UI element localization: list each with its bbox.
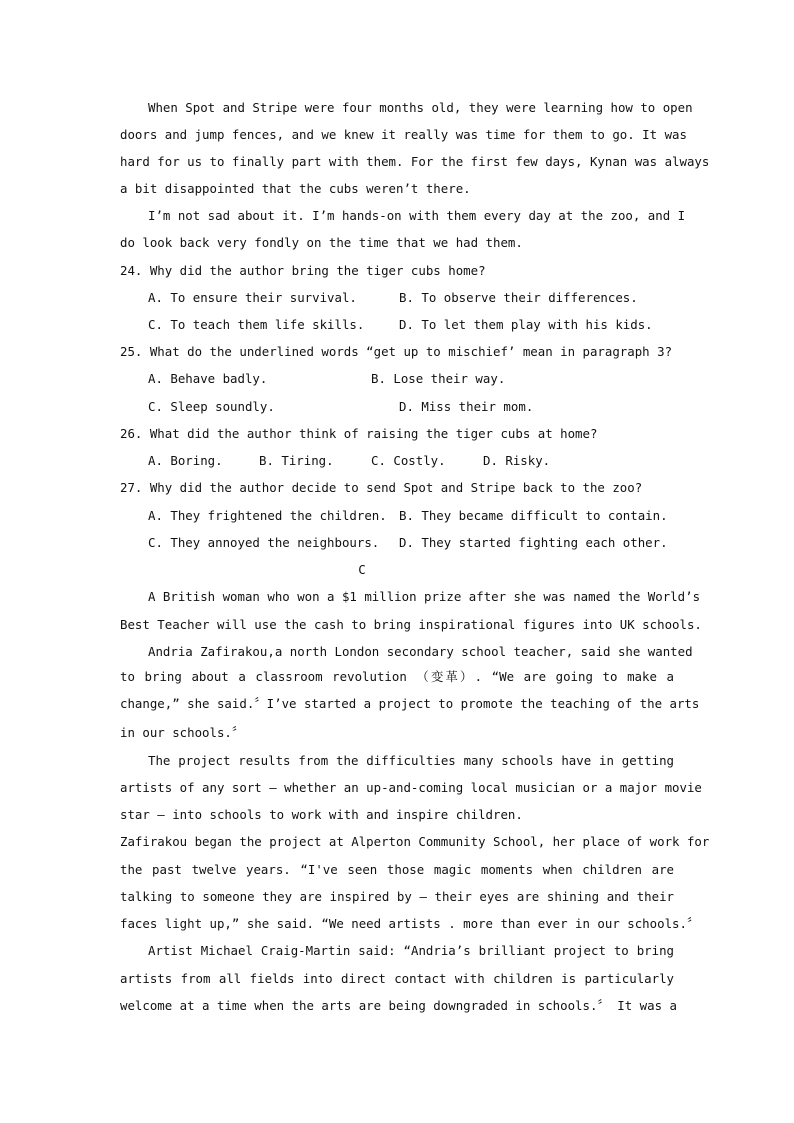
question-27-stem: 27. Why did the author decide to send Spot and Stripe back to the zoo? [120,480,643,495]
passage-c-p4-line-1: Zafirakou began the project at Alperton Community School, her place of work for [120,834,710,849]
passage-c-p1-line-1: A British woman who won a $1 million prize after she was named the World’s [148,589,701,604]
passage-c-p3-line-1: The project results from the difficulties many schools have in getting [148,753,674,768]
q27-option-b[interactable]: B. They became difficult to contain. [399,508,668,523]
passage-c-p2-line-4: in our schools.〞 [120,725,245,740]
passage-c-p2-line-2: to bring about a classroom revolution （变革）. “We are going to make a [120,669,674,684]
passage-c-p4-line-4: faces light up,” she said. “We need artists . more than ever in our schools.〞 [120,916,700,931]
q26-option-a[interactable]: A. Boring. [148,453,223,468]
passage-c-p2-line-3: change,” she said.〞I’ve started a project to promote the teaching of the arts [120,696,700,711]
q26-option-d[interactable]: D. Risky. [483,453,551,468]
passage-c-p2-line-1: Andria Zafirakou,a north London secondary school teacher, said she wanted [148,644,693,659]
q27-option-c[interactable]: C. They annoyed the neighbours. [148,535,380,550]
q24-option-a[interactable]: A. To ensure their survival. [148,290,357,305]
q24-option-b[interactable]: B. To observe their differences. [399,290,638,305]
passage-c-p5-line-1: Artist Michael Craig-Martin said: “Andria’s brilliant project to bring [148,943,674,958]
passage-c-p5-line-3: welcome at a time when the arts are being downgraded in schools.〞 It was a [120,998,677,1013]
passage-c-p1-line-2: Best Teacher will use the cash to bring inspirational figures into UK schools. [120,617,702,632]
passage-c-p5-line-2: artists from all fields into direct contact with children is particularly [120,971,674,986]
passage-b-p2-line-2: do look back very fondly on the time that we had them. [120,235,523,250]
q25-option-a[interactable]: A. Behave badly. [148,371,268,386]
q25-option-d[interactable]: D. Miss their mom. [399,399,534,414]
question-26-stem: 26. What did the author think of raising the tiger cubs at home? [120,426,598,441]
passage-c-p3-line-2: artists of any sort — whether an up-and-coming local musician or a major movie [120,780,702,795]
passage-c-p4-line-3: talking to someone they are inspired by — their eyes are shining and their [120,889,674,904]
question-25-stem: 25. What do the underlined words “get up to mischief’ mean in paragraph 3? [120,344,673,359]
q26-option-b[interactable]: B. Tiring. [259,453,334,468]
q27-option-a[interactable]: A. They frightened the children. [148,508,387,523]
q24-option-d[interactable]: D. To let them play with his kids. [399,317,653,332]
passage-b-p1-line-3: hard for us to finally part with them. For the first few days, Kynan was always [120,154,710,169]
passage-c-p4-line-2: the past twelve years. “I've seen those magic moments when children are [120,862,674,877]
q24-option-c[interactable]: C. To teach them life skills. [148,317,365,332]
q25-option-c[interactable]: C. Sleep soundly. [148,399,275,414]
passage-b-p1-line-2: doors and jump fences, and we knew it really was time for them to go. It was [120,127,687,142]
q27-option-d[interactable]: D. They started fighting each other. [399,535,668,550]
question-24-stem: 24. Why did the author bring the tiger cubs home? [120,263,486,278]
passage-c-p3-line-3: star — into schools to work with and inspire children. [120,807,523,822]
passage-b-p2-line-1: I’m not sad about it. I’m hands-on with them every day at the zoo, and I [148,208,686,223]
passage-b-p1-line-4: a bit disappointed that the cubs weren’t there. [120,181,471,196]
q26-option-c[interactable]: C. Costly. [371,453,446,468]
section-label: C [358,562,366,577]
q25-option-b[interactable]: B. Lose their way. [371,371,506,386]
passage-b-p1-line-1: When Spot and Stripe were four months old, they were learning how to open [148,100,693,115]
